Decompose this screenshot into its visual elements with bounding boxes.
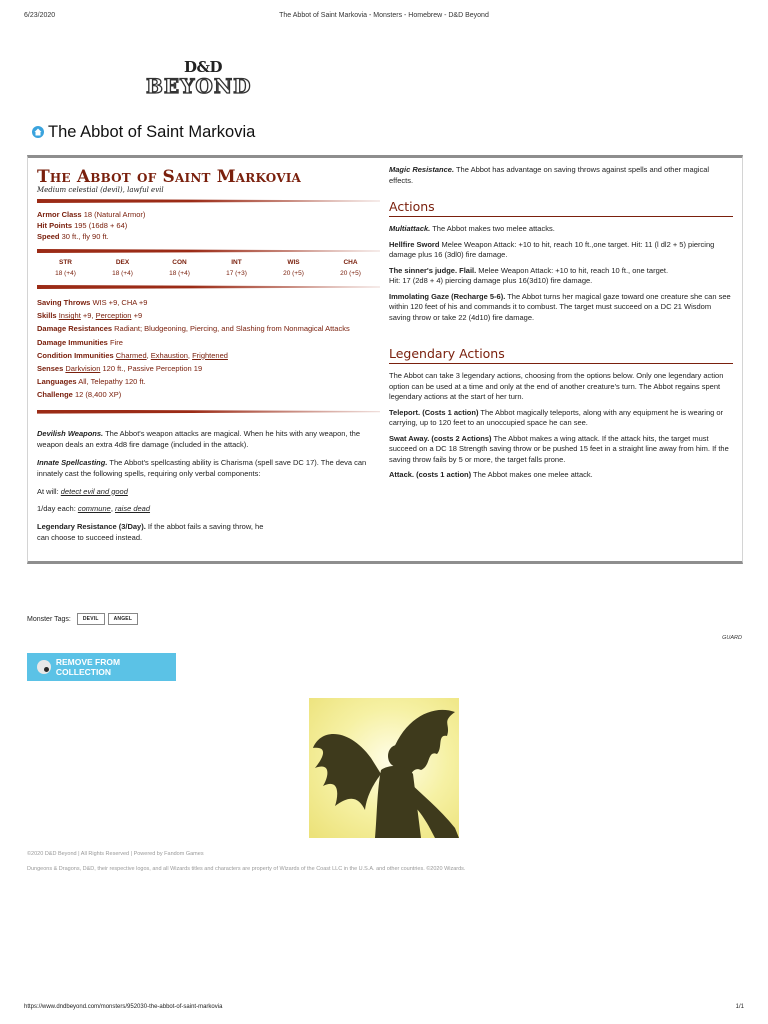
speed-line: Speed 30 ft., fly 90 ft. [37,232,109,241]
print-page-number: 1/1 [735,1004,744,1010]
monster-traits [37,428,380,544]
trait-magic-resistance: Magic Resistance. The Abbot has advantage on saving throws against spells and other magical effects. [389,165,710,185]
guard-label: GUARD [722,635,742,641]
remove-from-collection-button[interactable] [27,653,176,681]
condition-exhaustion-link[interactable]: Exhaustion [150,350,188,360]
monster-meta: Medium celestial (devil), lawful evil [37,186,164,194]
logo-bottom-text: BEYOND [146,74,252,98]
monster-tags [27,613,138,625]
page-title-row [32,121,255,143]
monster-tidbits [37,296,380,402]
challenge-line: Challenge 12 (8,400 XP) [37,390,122,400]
languages-line: Languages All, Telepathy 120 ft. [37,377,146,387]
trait-legendary-resistance: Legendary Resistance (3/Day). If the abbot fails a saving throw, he can choose to succeed instead. [37,521,264,543]
legendary-intro: The Abbot can take 3 legendary actions, choosing from the options below. Only one legendary action option can be used at a time and only at the end of another creature's turn. The Abbot regains spent legendary actions at the start of her turn. [389,371,724,401]
saving-throws-line: Saving Throws WIS +9, CHA +9 [37,298,148,307]
print-date: 6/23/2020 [24,12,56,19]
ability-scores [37,258,380,279]
action-hellfire-sword: Hellfire Sword Melee Weapon Attack: +10 to hit, reach 10 ft.,one target. Hit: 11 (l dl2 + 5) piercing damage plus 16 (3dl0) fire damage. [389,239,715,259]
action-multiattack: Multiattack. The Abbot makes two melee attacks. [389,224,555,233]
spells-per-day: 1/day each: commune, raise dead [37,504,151,514]
stat-block-right-column [389,165,733,486]
divider [37,285,380,289]
print-header [24,12,744,22]
ability-dex: DEX 18 (+4) [112,259,133,277]
damage-resistances-line: Damage Resistances Radiant; Bludgeoning, Piercing, and Slashing from Nonmagical Attacks [37,324,350,334]
page-title: The Abbot of Saint Markovia [48,122,256,141]
spell-detect-evil-link[interactable]: detect evil and good [60,486,128,496]
dnd-beyond-logo[interactable] [146,58,272,102]
trait-devilish-weapons: Devilish Weapons. The Abbot's weapon attacks are magical. When he hits with any weapon, the weapon deals an extra 4d8 fire damage (included in the attack). [37,428,361,450]
footer-copyright: ©2020 D&D Beyond | All Rights Reserved | Powered by Fandom Games [27,851,204,857]
remove-button-label: REMOVE FROM COLLECTION [55,657,121,677]
spells-at-will: At will: detect evil and good [37,486,128,496]
monster-tags-label: Monster Tags: [27,615,71,623]
divider [37,410,380,414]
senses-line: Senses Darkvision 120 ft., Passive Perception 19 [37,364,203,374]
legendary-swat-away: Swat Away. (costs 2 Actions) The Abbot makes a wing attack. If the attack hits, the target must succeed on a DC 18 Strength saving throw or be pushed 15 feet in a straight line away from him. If the saving throw fails by 5 or more, the target falls prone. [389,433,729,464]
ability-con: CON 18 (+4) [169,259,190,277]
trait-innate-spellcasting: Innate Spellcasting. The Abbot's spellcasting ability is Charisma (spell save DC 17). The deva can innately cast the following spells, requiring only verbal components: [37,457,367,479]
footer-legal: Dungeons & Dragons, D&D, their respective logos, and all Wizards titles and characters are property of Wizards of the Coast LLC in the U.S.A. and other countries. ©2020 Wizards. [27,866,466,872]
legendary-teleport: Teleport. (Costs 1 action) The Abbot magically teleports, along with any equipment he is wearing or carrying, up to 120 feet to an unoccupied space he can see. [389,407,724,427]
tag-devil[interactable]: DEVIL [77,613,105,625]
skill-perception-link[interactable]: Perception [95,311,132,321]
print-url: https://www.dndbeyond.com/monsters/952030-the-abbot-of-saint-markovia [24,1004,223,1010]
ability-int: INT 17 (+3) [226,259,247,277]
legendary-attack: Attack. (costs 1 action) The Abbot makes one melee attack. [389,470,593,479]
condition-frightened-link[interactable]: Frightened [192,350,228,360]
spell-commune-link[interactable]: commune [77,504,111,514]
condition-immunities-line: Condition Immunities Charmed, Exhaustion, Frightened [37,350,228,360]
stat-block [27,155,743,564]
hit-points-line: Hit Points 195 (16d8 + 64) [37,221,128,230]
action-flail: The sinner's judge. Flail. Melee Weapon Attack: +10 to hit, reach 10 ft., one target. Hit: 17 (2d8 + 4) piercing damage plus 16(3d10) fire damage. [389,265,669,285]
stat-block-left-column [37,167,380,550]
monster-name: The Abbot of Saint Markovia [37,167,302,187]
ability-wis: WIS 20 (+5) [283,259,304,277]
armor-class-line: Armor Class 18 (Natural Armor) [37,210,146,219]
homebrew-icon [32,126,44,138]
print-doc-title: The Abbot of Saint Markovia - Monsters - Homebrew - D&D Beyond [279,12,489,19]
action-immolating-gaze: Immolating Gaze (Recharge 5-6). The Abbot turns her magical gaze toward one creature she can see within 120 feet of his and commands it to combust. The target must succeed on a DC 21 Wisdom saving throw or take 22 (4d10) fire damage. [389,291,731,322]
sense-darkvision-link[interactable]: Darkvision [65,364,101,374]
ability-cha: CHA 20 (+5) [340,259,361,277]
legendary-actions-heading: Legendary Actions [389,346,733,364]
tag-angel[interactable]: ANGEL [108,613,139,625]
skills-line: Skills Insight +9, Perception +9 [37,311,143,321]
print-footer [24,1004,744,1014]
skill-insight-link[interactable]: Insight [58,311,81,321]
spell-raise-dead-link[interactable]: raise dead [114,504,151,514]
damage-immunities-line: Damage Immunities Fire [37,337,123,347]
divider [37,249,380,253]
actions-heading: Actions [389,199,733,217]
divider [37,199,380,203]
logo-top-text: D&D [184,58,223,76]
ability-str: STR 18 (+4) [55,259,76,277]
collection-icon [37,660,51,674]
condition-charmed-link[interactable]: Charmed [115,350,147,360]
monster-artwork [309,698,459,838]
